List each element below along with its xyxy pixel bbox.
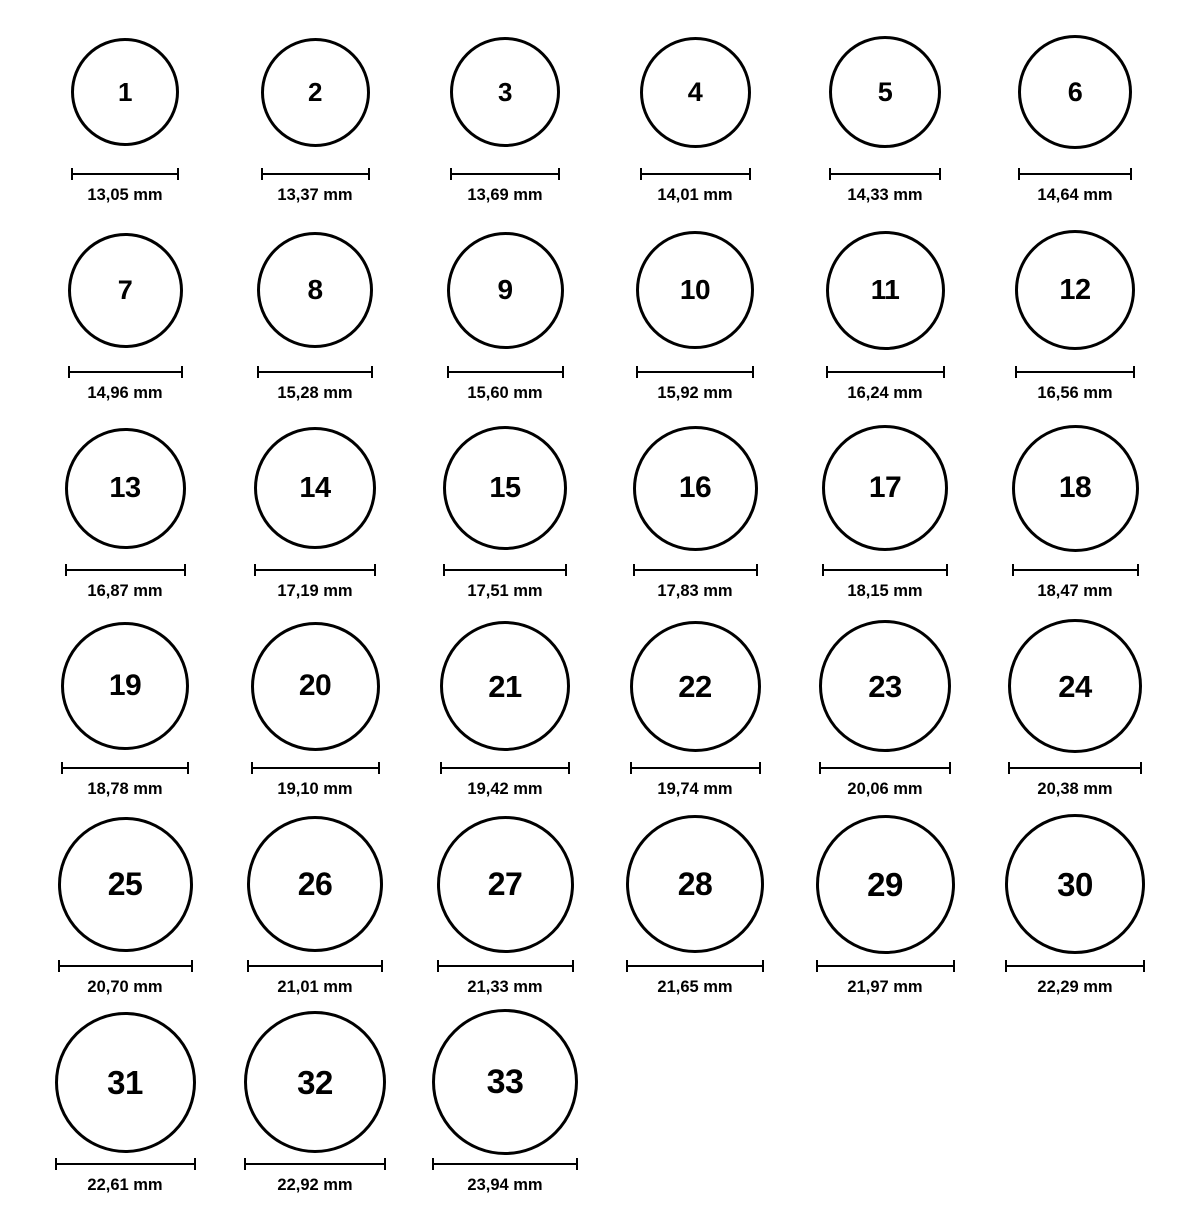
measure-tick-left bbox=[1012, 564, 1014, 576]
ring-circle bbox=[822, 425, 948, 551]
measure-tick-right bbox=[749, 168, 751, 180]
ring-size-number: 23 bbox=[868, 668, 902, 704]
diameter-measure-bar bbox=[447, 366, 564, 378]
measure-line bbox=[1008, 767, 1142, 769]
ring-size-cell bbox=[30, 810, 220, 1008]
diameter-label: 13,05 mm bbox=[87, 186, 163, 204]
ring-circle bbox=[636, 231, 754, 349]
diameter-measure-bar bbox=[440, 762, 570, 774]
measure-line bbox=[65, 569, 186, 571]
ring-size-number: 6 bbox=[1067, 76, 1083, 107]
ring-size-number: 33 bbox=[486, 1063, 524, 1101]
diameter-label: 13,69 mm bbox=[467, 186, 543, 204]
measure-line bbox=[626, 965, 764, 967]
diameter-label: 18,47 mm bbox=[1037, 582, 1113, 600]
ring-circle-wrap bbox=[58, 810, 193, 958]
ring-size-cell bbox=[30, 414, 220, 612]
ring-size-number: 1 bbox=[118, 77, 132, 107]
ring-circle-wrap bbox=[55, 1008, 196, 1156]
ring-size-number: 20 bbox=[298, 669, 332, 702]
measure-tick-left bbox=[254, 564, 256, 576]
diameter-label: 20,06 mm bbox=[847, 780, 923, 798]
ring-circle bbox=[1018, 35, 1132, 149]
diameter-measure-bar bbox=[251, 762, 380, 774]
ring-size-number: 8 bbox=[307, 274, 323, 305]
measure-tick-right bbox=[194, 1158, 196, 1170]
ring-circle-wrap bbox=[826, 216, 945, 364]
ring-size-number: 16 bbox=[678, 471, 712, 504]
ring-circle bbox=[447, 232, 564, 349]
measure-tick-right bbox=[371, 366, 373, 378]
ring-circle bbox=[633, 426, 758, 551]
ring-circle-wrap bbox=[626, 810, 764, 958]
diameter-measure-bar bbox=[71, 168, 179, 180]
measure-tick-left bbox=[626, 960, 628, 972]
measure-line bbox=[1018, 173, 1132, 175]
measure-line bbox=[636, 371, 754, 373]
ring-circle bbox=[247, 816, 383, 952]
ring-size-cell bbox=[410, 18, 600, 216]
ring-circle-wrap bbox=[61, 612, 189, 760]
measure-tick-right bbox=[191, 960, 193, 972]
measure-tick-left bbox=[244, 1158, 246, 1170]
ring-size-cell bbox=[980, 810, 1170, 1008]
measure-tick-left bbox=[443, 564, 445, 576]
ring-size-cell bbox=[220, 1008, 410, 1206]
measure-line bbox=[251, 767, 380, 769]
ring-size-number: 28 bbox=[677, 866, 713, 902]
ring-size-cell bbox=[600, 414, 790, 612]
ring-circle bbox=[244, 1011, 386, 1153]
ring-circle-wrap bbox=[633, 414, 758, 562]
measure-line bbox=[244, 1163, 386, 1165]
diameter-measure-bar bbox=[261, 168, 370, 180]
diameter-label: 15,28 mm bbox=[277, 384, 353, 402]
ring-size-cell bbox=[790, 810, 980, 1008]
diameter-label: 16,56 mm bbox=[1037, 384, 1113, 402]
measure-tick-right bbox=[759, 762, 761, 774]
measure-tick-left bbox=[640, 168, 642, 180]
ring-size-cell bbox=[410, 1008, 600, 1206]
measure-tick-right bbox=[953, 960, 955, 972]
measure-line bbox=[55, 1163, 196, 1165]
diameter-measure-bar bbox=[244, 1158, 386, 1170]
ring-size-cell bbox=[220, 216, 410, 414]
ring-size-cell bbox=[30, 216, 220, 414]
measure-tick-left bbox=[261, 168, 263, 180]
ring-circle-wrap bbox=[68, 216, 183, 364]
measure-line bbox=[819, 767, 951, 769]
ring-circle-wrap bbox=[440, 612, 570, 760]
ring-size-number: 5 bbox=[877, 76, 893, 107]
diameter-label: 22,29 mm bbox=[1037, 978, 1113, 996]
ring-size-cell bbox=[790, 18, 980, 216]
measure-tick-right bbox=[1130, 168, 1132, 180]
measure-tick-right bbox=[384, 1158, 386, 1170]
measure-tick-left bbox=[450, 168, 452, 180]
ring-size-cell bbox=[600, 810, 790, 1008]
ring-size-number: 22 bbox=[678, 668, 712, 704]
ring-size-number: 29 bbox=[867, 865, 903, 903]
measure-tick-right bbox=[378, 762, 380, 774]
measure-tick-left bbox=[819, 762, 821, 774]
ring-circle-wrap bbox=[630, 612, 761, 760]
measure-tick-right bbox=[572, 960, 574, 972]
measure-tick-right bbox=[181, 366, 183, 378]
measure-line bbox=[816, 965, 955, 967]
diameter-label: 18,15 mm bbox=[847, 582, 923, 600]
diameter-label: 20,38 mm bbox=[1037, 780, 1113, 798]
ring-circle-wrap bbox=[816, 810, 955, 958]
ring-circle bbox=[437, 816, 574, 953]
measure-tick-right bbox=[565, 564, 567, 576]
measure-tick-left bbox=[55, 1158, 57, 1170]
ring-size-cell bbox=[220, 612, 410, 810]
measure-tick-right bbox=[187, 762, 189, 774]
ring-circle-wrap bbox=[636, 216, 754, 364]
measure-tick-left bbox=[257, 366, 259, 378]
diameter-label: 22,61 mm bbox=[87, 1176, 163, 1194]
measure-line bbox=[1015, 371, 1135, 373]
diameter-measure-bar bbox=[822, 564, 948, 576]
ring-circle bbox=[68, 233, 183, 348]
diameter-measure-bar bbox=[254, 564, 376, 576]
diameter-label: 13,37 mm bbox=[277, 186, 353, 204]
ring-circle-wrap bbox=[1008, 612, 1142, 760]
measure-tick-right bbox=[381, 960, 383, 972]
diameter-measure-bar bbox=[1012, 564, 1139, 576]
measure-tick-left bbox=[432, 1158, 434, 1170]
ring-circle bbox=[61, 622, 189, 750]
measure-line bbox=[68, 371, 183, 373]
measure-tick-right bbox=[368, 168, 370, 180]
ring-circle bbox=[440, 621, 570, 751]
diameter-label: 17,83 mm bbox=[657, 582, 733, 600]
ring-size-cell bbox=[220, 810, 410, 1008]
measure-line bbox=[1005, 965, 1145, 967]
measure-tick-left bbox=[826, 366, 828, 378]
ring-size-cell bbox=[980, 18, 1170, 216]
ring-circle-wrap bbox=[1015, 216, 1135, 364]
ring-size-cell bbox=[220, 18, 410, 216]
ring-circle bbox=[829, 36, 941, 148]
ring-circle bbox=[261, 38, 370, 147]
ring-circle bbox=[1015, 230, 1135, 350]
diameter-measure-bar bbox=[1018, 168, 1132, 180]
measure-tick-left bbox=[1018, 168, 1020, 180]
ring-circle bbox=[450, 37, 560, 147]
diameter-label: 15,92 mm bbox=[657, 384, 733, 402]
measure-line bbox=[633, 569, 758, 571]
diameter-measure-bar bbox=[247, 960, 383, 972]
measure-line bbox=[261, 173, 370, 175]
ring-circle bbox=[65, 428, 186, 549]
measure-tick-right bbox=[1133, 366, 1135, 378]
measure-tick-left bbox=[816, 960, 818, 972]
diameter-label: 17,51 mm bbox=[467, 582, 543, 600]
ring-size-number: 21 bbox=[488, 668, 522, 704]
ring-circle-wrap bbox=[261, 18, 370, 166]
measure-line bbox=[58, 965, 193, 967]
ring-size-cell bbox=[790, 414, 980, 612]
ring-circle bbox=[71, 38, 179, 146]
diameter-measure-bar bbox=[432, 1158, 578, 1170]
measure-line bbox=[822, 569, 948, 571]
diameter-label: 21,65 mm bbox=[657, 978, 733, 996]
measure-tick-left bbox=[829, 168, 831, 180]
measure-line bbox=[826, 371, 945, 373]
measure-tick-right bbox=[762, 960, 764, 972]
ring-size-cell bbox=[410, 414, 600, 612]
ring-circle bbox=[1012, 425, 1139, 552]
ring-circle-wrap bbox=[822, 414, 948, 562]
diameter-measure-bar bbox=[626, 960, 764, 972]
ring-size-number: 14 bbox=[299, 471, 331, 504]
measure-tick-left bbox=[68, 366, 70, 378]
diameter-measure-bar bbox=[640, 168, 751, 180]
measure-tick-right bbox=[562, 366, 564, 378]
measure-line bbox=[630, 767, 761, 769]
ring-circle bbox=[58, 817, 193, 952]
ring-size-number: 17 bbox=[868, 471, 902, 504]
measure-line bbox=[640, 173, 751, 175]
diameter-label: 14,96 mm bbox=[87, 384, 163, 402]
ring-circle-wrap bbox=[432, 1008, 578, 1156]
measure-tick-right bbox=[177, 168, 179, 180]
ring-circle bbox=[1008, 619, 1142, 753]
ring-circle-wrap bbox=[254, 414, 376, 562]
ring-size-number: 15 bbox=[489, 471, 521, 504]
ring-circle-wrap bbox=[437, 810, 574, 958]
ring-size-number: 11 bbox=[870, 274, 900, 305]
measure-tick-left bbox=[71, 168, 73, 180]
diameter-measure-bar bbox=[636, 366, 754, 378]
ring-size-cell bbox=[30, 1008, 220, 1206]
diameter-label: 20,70 mm bbox=[87, 978, 163, 996]
diameter-measure-bar bbox=[65, 564, 186, 576]
ring-size-number: 18 bbox=[1058, 471, 1092, 504]
measure-tick-left bbox=[630, 762, 632, 774]
measure-line bbox=[437, 965, 574, 967]
measure-tick-right bbox=[374, 564, 376, 576]
ring-circle bbox=[626, 815, 764, 953]
ring-size-cell bbox=[980, 216, 1170, 414]
diameter-measure-bar bbox=[633, 564, 758, 576]
ring-circle-wrap bbox=[829, 18, 941, 166]
ring-circle-wrap bbox=[819, 612, 951, 760]
diameter-measure-bar bbox=[58, 960, 193, 972]
measure-tick-right bbox=[949, 762, 951, 774]
ring-circle-wrap bbox=[71, 18, 179, 166]
ring-size-cell bbox=[410, 216, 600, 414]
ring-size-number: 4 bbox=[687, 76, 703, 107]
ring-circle-wrap bbox=[247, 810, 383, 958]
ring-circle bbox=[826, 231, 945, 350]
ring-circle bbox=[432, 1009, 578, 1155]
diameter-measure-bar bbox=[829, 168, 941, 180]
ring-circle-wrap bbox=[1005, 810, 1145, 958]
measure-line bbox=[447, 371, 564, 373]
measure-tick-right bbox=[1140, 762, 1142, 774]
diameter-label: 15,60 mm bbox=[467, 384, 543, 402]
ring-circle-wrap bbox=[1012, 414, 1139, 562]
measure-tick-right bbox=[184, 564, 186, 576]
ring-size-number: 9 bbox=[497, 274, 513, 305]
ring-circle-wrap bbox=[251, 612, 380, 760]
ring-size-number: 13 bbox=[109, 471, 141, 504]
measure-tick-left bbox=[65, 564, 67, 576]
measure-tick-left bbox=[440, 762, 442, 774]
measure-tick-left bbox=[633, 564, 635, 576]
ring-circle bbox=[257, 232, 373, 348]
ring-size-cell bbox=[410, 612, 600, 810]
ring-circle bbox=[816, 815, 955, 954]
measure-tick-right bbox=[1137, 564, 1139, 576]
diameter-measure-bar bbox=[1005, 960, 1145, 972]
ring-circle bbox=[819, 620, 951, 752]
diameter-label: 21,01 mm bbox=[277, 978, 353, 996]
measure-tick-right bbox=[752, 366, 754, 378]
ring-size-cell bbox=[980, 612, 1170, 810]
diameter-measure-bar bbox=[437, 960, 574, 972]
ring-size-cell bbox=[220, 414, 410, 612]
measure-line bbox=[61, 767, 189, 769]
diameter-label: 19,42 mm bbox=[467, 780, 543, 798]
measure-tick-right bbox=[946, 564, 948, 576]
measure-line bbox=[71, 173, 179, 175]
ring-circle-wrap bbox=[65, 414, 186, 562]
measure-line bbox=[829, 173, 941, 175]
measure-tick-right bbox=[943, 366, 945, 378]
ring-size-number: 24 bbox=[1058, 668, 1092, 704]
ring-circle bbox=[630, 621, 761, 752]
diameter-label: 19,74 mm bbox=[657, 780, 733, 798]
diameter-measure-bar bbox=[257, 366, 373, 378]
ring-size-number: 2 bbox=[308, 77, 322, 107]
ring-size-cell bbox=[790, 216, 980, 414]
measure-line bbox=[1012, 569, 1139, 571]
ring-circle bbox=[443, 426, 567, 550]
measure-tick-right bbox=[558, 168, 560, 180]
measure-tick-left bbox=[58, 960, 60, 972]
ring-size-number: 26 bbox=[297, 866, 333, 902]
diameter-label: 21,97 mm bbox=[847, 978, 923, 996]
diameter-measure-bar bbox=[443, 564, 567, 576]
measure-tick-left bbox=[251, 762, 253, 774]
diameter-label: 22,92 mm bbox=[277, 1176, 353, 1194]
ring-size-cell bbox=[790, 612, 980, 810]
ring-size-cell bbox=[30, 612, 220, 810]
measure-line bbox=[443, 569, 567, 571]
measure-tick-left bbox=[1015, 366, 1017, 378]
ring-size-cell bbox=[30, 18, 220, 216]
diameter-measure-bar bbox=[68, 366, 183, 378]
ring-size-grid bbox=[0, 18, 1200, 1206]
ring-circle-wrap bbox=[1018, 18, 1132, 166]
measure-tick-left bbox=[636, 366, 638, 378]
diameter-label: 16,24 mm bbox=[847, 384, 923, 402]
diameter-measure-bar bbox=[816, 960, 955, 972]
ring-size-number: 32 bbox=[297, 1063, 333, 1101]
measure-tick-left bbox=[822, 564, 824, 576]
diameter-measure-bar bbox=[819, 762, 951, 774]
diameter-measure-bar bbox=[630, 762, 761, 774]
diameter-label: 14,33 mm bbox=[847, 186, 923, 204]
diameter-label: 21,33 mm bbox=[467, 978, 543, 996]
measure-tick-left bbox=[247, 960, 249, 972]
ring-size-number: 7 bbox=[117, 274, 133, 305]
diameter-measure-bar bbox=[1008, 762, 1142, 774]
ring-circle-wrap bbox=[640, 18, 751, 166]
ring-circle-wrap bbox=[443, 414, 567, 562]
diameter-measure-bar bbox=[826, 366, 945, 378]
measure-tick-left bbox=[1005, 960, 1007, 972]
diameter-label: 18,78 mm bbox=[87, 780, 163, 798]
measure-line bbox=[257, 371, 373, 373]
ring-size-number: 31 bbox=[107, 1063, 143, 1101]
measure-tick-right bbox=[568, 762, 570, 774]
ring-circle-wrap bbox=[244, 1008, 386, 1156]
diameter-measure-bar bbox=[55, 1158, 196, 1170]
ring-size-number: 10 bbox=[679, 274, 711, 305]
measure-tick-right bbox=[1143, 960, 1145, 972]
ring-circle-wrap bbox=[257, 216, 373, 364]
ring-circle bbox=[1005, 814, 1145, 954]
ring-circle bbox=[55, 1012, 196, 1153]
ring-circle bbox=[640, 37, 751, 148]
ring-circle-wrap bbox=[447, 216, 564, 364]
ring-size-number: 3 bbox=[498, 77, 512, 107]
diameter-label: 19,10 mm bbox=[277, 780, 353, 798]
diameter-measure-bar bbox=[61, 762, 189, 774]
measure-tick-right bbox=[576, 1158, 578, 1170]
ring-size-number: 30 bbox=[1057, 865, 1093, 903]
ring-size-cell bbox=[600, 18, 790, 216]
measure-line bbox=[450, 173, 560, 175]
measure-line bbox=[247, 965, 383, 967]
measure-tick-right bbox=[939, 168, 941, 180]
ring-circle-wrap bbox=[450, 18, 560, 166]
measure-tick-left bbox=[447, 366, 449, 378]
diameter-label: 14,01 mm bbox=[657, 186, 733, 204]
measure-tick-left bbox=[437, 960, 439, 972]
measure-line bbox=[432, 1163, 578, 1165]
ring-circle bbox=[251, 622, 380, 751]
ring-size-cell bbox=[410, 810, 600, 1008]
ring-size-cell bbox=[600, 612, 790, 810]
diameter-label: 23,94 mm bbox=[467, 1176, 543, 1194]
measure-line bbox=[440, 767, 570, 769]
ring-size-number: 27 bbox=[487, 866, 523, 902]
diameter-measure-bar bbox=[1015, 366, 1135, 378]
ring-size-cell bbox=[980, 414, 1170, 612]
diameter-label: 14,64 mm bbox=[1037, 186, 1113, 204]
measure-tick-left bbox=[61, 762, 63, 774]
ring-size-number: 25 bbox=[107, 866, 143, 902]
diameter-measure-bar bbox=[450, 168, 560, 180]
diameter-label: 17,19 mm bbox=[277, 582, 353, 600]
ring-circle bbox=[254, 427, 376, 549]
measure-line bbox=[254, 569, 376, 571]
ring-size-number: 19 bbox=[108, 669, 142, 702]
ring-size-number: 12 bbox=[1059, 273, 1091, 306]
measure-tick-left bbox=[1008, 762, 1010, 774]
diameter-label: 16,87 mm bbox=[87, 582, 163, 600]
ring-size-cell bbox=[600, 216, 790, 414]
measure-tick-right bbox=[756, 564, 758, 576]
